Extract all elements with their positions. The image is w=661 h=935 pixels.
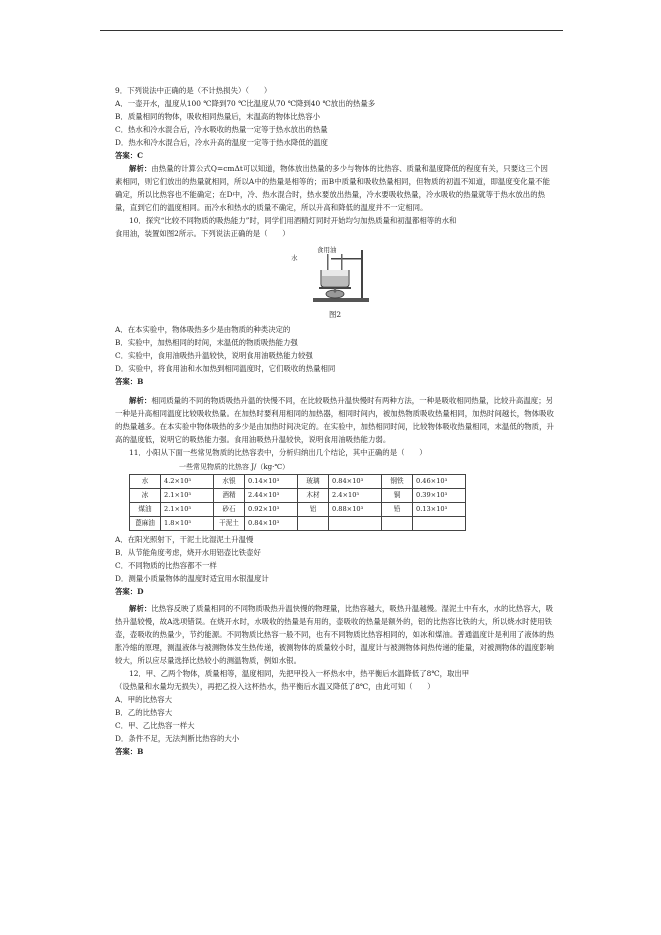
table-cell: 4.2×10³ bbox=[161, 475, 214, 489]
question-10-explanation-text: 相同质量的不同的物质吸热升温的快慢不同，在比较吸热升温快慢时有两种方法，一种是吸收相同热量，比较升高温度；另一种是升高相同温度比较吸收热量。在加热时要利用相同的加热器，相同时间内，被加热物质吸收热量相同，加热时间越长，物体吸收的热量越多。在本实验中物体吸热的多少是由加热时间决定的。在实验中，加热相同时间，比较物体吸收热量相同，末温低的物质，升高的温度低，说明它的吸热能力强。食用油吸热升温较快，说明食用油吸热能力弱。 bbox=[115, 396, 555, 444]
table-cell: 0.92×10³ bbox=[245, 503, 298, 517]
table-cell: 铜 bbox=[382, 489, 413, 503]
question-12-option-c: C．甲、乙比热容一样大 bbox=[115, 721, 195, 730]
table-cell: 冰 bbox=[130, 489, 161, 503]
question-10-explanation bbox=[115, 394, 555, 446]
question-10-stem-line1: 10．探究“比较不同物质的吸热能力”时，同学们用酒精灯同时开始均匀加热质量和初温都相等的水和 bbox=[129, 216, 457, 225]
figure-label-oil: 食用油 bbox=[317, 246, 337, 254]
table-cell bbox=[329, 517, 382, 531]
table-cell: 玻璃 bbox=[298, 475, 329, 489]
table-row bbox=[130, 503, 466, 517]
table-cell: 1.8×10³ bbox=[161, 517, 214, 531]
table-cell: 0.14×10³ bbox=[245, 475, 298, 489]
table-row bbox=[130, 489, 466, 503]
question-9-option-d: D．热水和冷水混合后，冷水升高的温度一定等于热水降低的温度 bbox=[115, 138, 328, 147]
question-9-option-b: B．质量相同的物体，吸收相同热量后，末温高的物体比热容小 bbox=[115, 112, 320, 121]
table-cell: 0.39×10³ bbox=[413, 489, 466, 503]
table-cell bbox=[298, 517, 329, 531]
table-cell: 煤油 bbox=[130, 503, 161, 517]
question-9-answer: 答案：C bbox=[115, 151, 144, 160]
table-cell: 铅 bbox=[382, 503, 413, 517]
question-9-option-a: A．一壶开水，温度从100 ℃降到70 ℃比温度从70 ℃降到40 ℃放出的热量多 bbox=[115, 99, 376, 108]
table-cell: 0.88×10³ bbox=[329, 503, 382, 517]
question-12-option-b: B．乙的比热容大 bbox=[115, 708, 173, 717]
specific-heat-table bbox=[129, 461, 466, 531]
question-10-answer: 答案：B bbox=[115, 377, 144, 386]
table-cell: 2.4×10³ bbox=[329, 489, 382, 503]
table-cell: 2.1×10³ bbox=[161, 489, 214, 503]
question-11-explanation-label: 解析： bbox=[129, 604, 152, 613]
question-12-option-d: D．条件不足，无法判断比热容的大小 bbox=[115, 734, 240, 743]
table-cell: 0.84×10³ bbox=[329, 475, 382, 489]
table-cell bbox=[413, 517, 466, 531]
table-cell: 酒精 bbox=[214, 489, 245, 503]
question-10-explanation-label: 解析： bbox=[129, 396, 152, 405]
question-11-explanation bbox=[115, 602, 555, 667]
table-cell: 水银 bbox=[214, 475, 245, 489]
header-rule bbox=[100, 30, 563, 31]
question-12-answer: 答案：B bbox=[115, 747, 144, 756]
table-cell: 0.84×10³ bbox=[245, 517, 298, 531]
question-10-stem-line2: 食用油，装置如图2所示。下列说法正确的是（ ） bbox=[115, 229, 290, 238]
table-cell bbox=[382, 517, 413, 531]
question-11-answer: 答案：D bbox=[115, 587, 144, 596]
table-cell: 2.1×10³ bbox=[161, 503, 214, 517]
figure-caption: 图2 bbox=[328, 310, 342, 319]
question-9-option-c: C．热水和冷水混合后，冷水吸收的热量一定等于热水放出的热量 bbox=[115, 125, 328, 134]
table-cell: 0.13×10³ bbox=[413, 503, 466, 517]
question-10-option-b: B．实验中，加热相同的时间，末温低的物质吸热能力强 bbox=[115, 338, 298, 347]
question-11-explanation-text: 比热容反映了质量相同的不同物质吸热升温快慢的物理量，比热容越大，吸热升温越慢。湿泥土中有水，水的比热容大，吸热升温较慢，故A选项错误。在烧开水时，水吸收的热量是有用的，壶吸收的热量是额外的，铝的比热容比铁的大，所以烧水时使用铁壶，壶吸收的热量少，节约能源。不同物质比热容一般不同，也有不同物质比热容相同的，如冰和煤油。普通温度计是利用了液体的热胀冷缩的原理，测温液体与被测物体发生热传递，被测物体的质量较小时，温度计与被测物体间热传递的能量，对被测物体的温度影响较大，所以应尽量选择比热较小的测温物质，例如水银。 bbox=[115, 604, 555, 665]
table-cell: 2.44×10³ bbox=[245, 489, 298, 503]
table-cell: 0.46×10³ bbox=[413, 475, 466, 489]
question-11-option-d: D．测量小质量物体的温度时适宜用水银温度计 bbox=[115, 574, 269, 583]
question-9-stem: 9．下列说法中正确的是（不计热损失）（ ） bbox=[115, 86, 272, 95]
table-row bbox=[130, 517, 466, 531]
question-9-explanation bbox=[115, 162, 555, 214]
question-12-stem-line1: 12．甲、乙两个物体，质量相等，温度相同，先把甲投入一杯热水中，热平衡后水温降低了8℃，取出甲 bbox=[129, 669, 470, 678]
table-cell: 木材 bbox=[298, 489, 329, 503]
question-9-explanation-text: 由热量的计算公式Q=cmΔt可以知道，物体放出热量的多少与物体的比热容、质量和温度降低的程度有关，只要这三个因素相同，则它们放出的热量就相同，所以A中的热量是相等的；而B中质量和吸收热量相同，但物质的初温不知道，即温度变化量不能确定，所以比热容也不能确定；在D中，冷、热水混合时，热水要放出热量，冷水要吸收热量，冷水吸收的热量就等于热水放出的热量，直到它们的温度相同。而冷水和热水的质量不确定，所以升高和降低的温度并不一定相同。 bbox=[115, 164, 550, 212]
table-cell: 水 bbox=[130, 475, 161, 489]
question-12-option-a: A．甲的比热容大 bbox=[115, 695, 173, 704]
question-10-option-a: A．在本实验中，物体吸热多少是由物质的种类决定的 bbox=[115, 325, 291, 334]
question-10-option-c: C．实验中，食用油吸热升温较快，说明食用油吸热能力较强 bbox=[115, 351, 313, 360]
table-cell: 钢铁 bbox=[382, 475, 413, 489]
table-cell: 蓖麻油 bbox=[130, 517, 161, 531]
table-cell: 砂石 bbox=[214, 503, 245, 517]
specific-heat-table-caption: 一些常见物质的比热容 J/（kg·℃） bbox=[179, 463, 290, 471]
document-page bbox=[115, 84, 555, 758]
question-11-option-a: A．在阳光照射下，干泥土比湿泥土升温慢 bbox=[115, 535, 254, 544]
figure-label-water: 水 bbox=[291, 254, 298, 262]
table-row bbox=[130, 475, 466, 489]
question-11-stem: 11．小阳从下面一些常见物质的比热容表中，分析归纳出几个结论，其中正确的是（ ） bbox=[129, 448, 427, 457]
question-11-option-c: C．不同物质的比热容都不一样 bbox=[115, 561, 217, 570]
table-cell: 铝 bbox=[298, 503, 329, 517]
question-11-option-b: B．从节能角度考虑，烧开水用铝壶比铁壶好 bbox=[115, 548, 261, 557]
question-10-option-d: D．实验中，将食用油和水加热到相同温度时，它们吸收的热量相同 bbox=[115, 364, 336, 373]
question-12-stem-line2: （设热量和水量均无损失），再把乙投入这杯热水，热平衡后水温又降低了8℃，由此可知（ ） bbox=[115, 682, 435, 691]
question-9-explanation-label: 解析： bbox=[129, 164, 152, 173]
experiment-figure bbox=[291, 244, 381, 306]
table-cell: 干泥土 bbox=[214, 517, 245, 531]
